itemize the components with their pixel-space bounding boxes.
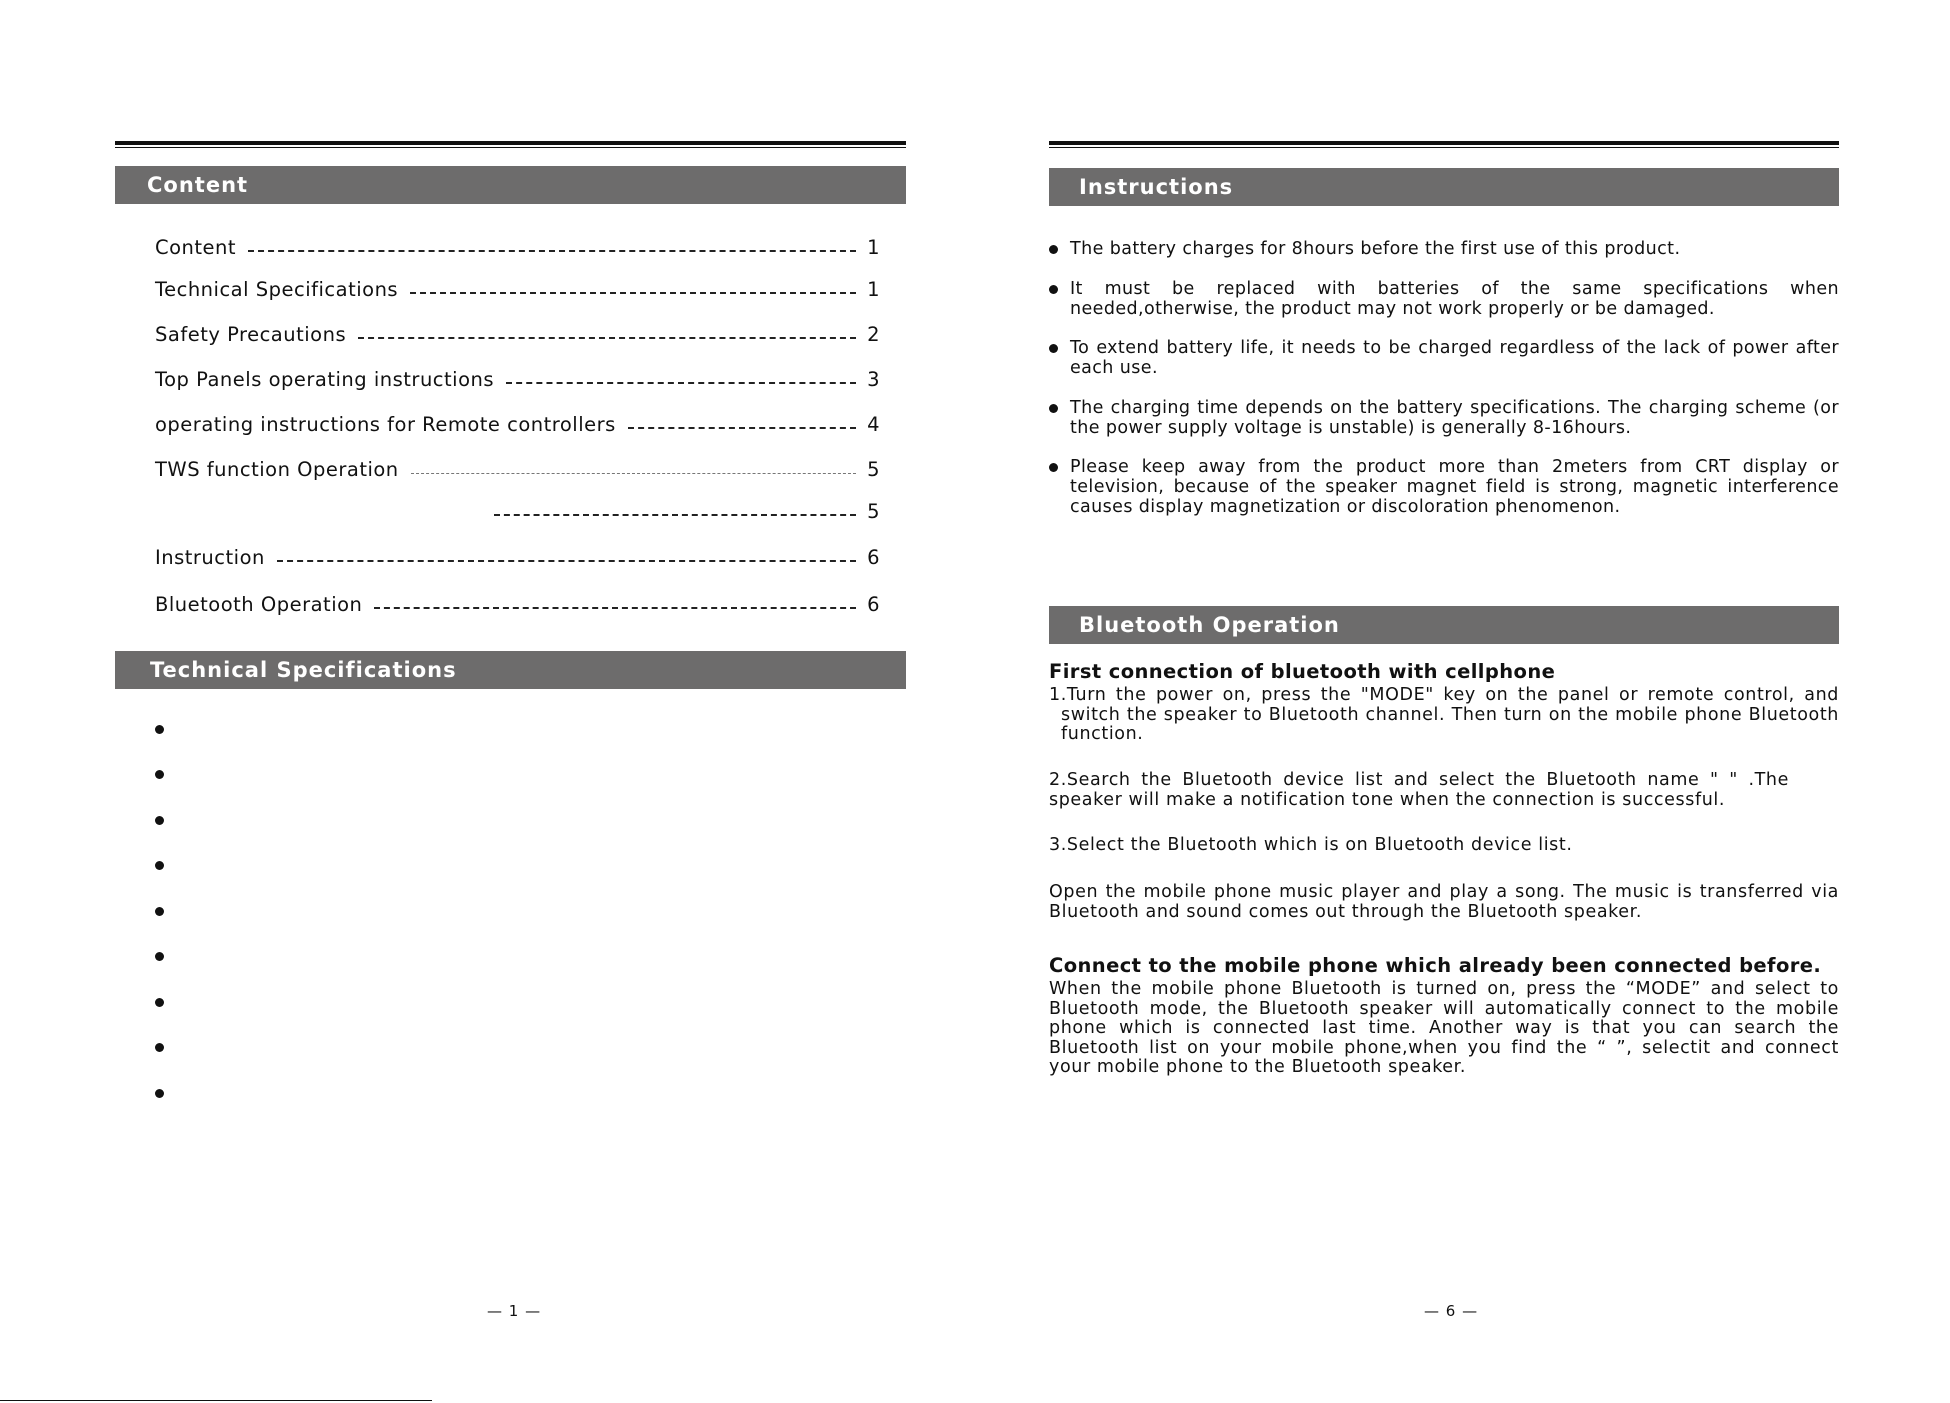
spec-bullet (155, 998, 164, 1007)
music-playback-text: Open the mobile phone music player and play a song. The music is transferred via Bluetooth and sound comes out through the Bluetooth speaker. (1049, 882, 1839, 922)
instruction-item: It must be replaced with batteries of the same specifications when needed,otherwise, the product may not work properly or be damaged. (1049, 279, 1839, 319)
step-1-text: 1.Turn the power on, press the "MODE" key on the panel or remote control, and switch the speaker to Bluetooth channel. Then turn on the mobile phone Bluetooth function. (1049, 685, 1839, 744)
technical-specifications-heading: Technical Specifications (150, 658, 457, 682)
bottom-edge-rule (0, 1400, 432, 1401)
step-3-text: 3.Select the Bluetooth which is on Bluetooth device list. (1049, 835, 1573, 855)
toc-page: 3 (867, 368, 880, 391)
toc-leader (374, 607, 856, 609)
toc-label: Bluetooth Operation (155, 593, 363, 616)
bluetooth-operation-heading: Bluetooth Operation (1079, 613, 1340, 637)
spec-bullet (155, 725, 164, 734)
toc-leader (628, 427, 856, 429)
toc-page: 1 (867, 278, 880, 301)
toc-page: 6 (867, 593, 880, 616)
bullet-icon (1049, 285, 1058, 294)
bullet-icon (1049, 344, 1058, 353)
content-heading: Content (147, 173, 249, 197)
toc-page: 4 (867, 413, 880, 436)
spec-bullet (155, 770, 164, 779)
toc-label: Top Panels operating instructions (155, 368, 495, 391)
instructions-heading: Instructions (1079, 175, 1234, 199)
instruction-item: The battery charges for 8hours before the first use of this product. (1049, 239, 1839, 259)
instructions-heading-bar (1049, 168, 1839, 206)
toc-label: Instruction (155, 546, 265, 569)
reconnect-title: Connect to the mobile phone which already been connected before. (1049, 954, 1822, 977)
toc-leader (358, 337, 856, 339)
instruction-item: To extend battery life, it needs to be charged regardless of the lack of power after each use. (1049, 338, 1839, 378)
toc-label: operating instructions for Remote controllers (155, 413, 616, 436)
spec-bullet (155, 907, 164, 916)
content-heading-bar (115, 166, 906, 204)
toc-page: 5 (867, 500, 880, 523)
toc-leader (277, 560, 856, 562)
toc-row-remote-controllers[interactable] (155, 408, 880, 436)
bullet-icon (1049, 245, 1058, 254)
toc-label: TWS function Operation (155, 458, 399, 481)
spec-bullet (155, 861, 164, 870)
toc-row-unlabeled[interactable] (492, 495, 880, 523)
technical-specifications-heading-bar (115, 651, 906, 689)
toc-row-technical-specifications[interactable] (155, 273, 880, 301)
spec-bullet (155, 952, 164, 961)
toc-row-instruction[interactable] (155, 541, 880, 569)
bullet-icon (1049, 404, 1058, 413)
toc-row-top-panels[interactable] (155, 363, 880, 391)
left-page-number: — 1 — (487, 1302, 542, 1320)
spec-bullet (155, 1043, 164, 1052)
toc-leader (411, 473, 856, 474)
toc-leader (410, 292, 856, 294)
toc-page: 6 (867, 546, 880, 569)
bluetooth-operation-heading-bar (1049, 606, 1839, 644)
left-top-rule (115, 141, 906, 148)
toc-label: Safety Precautions (155, 323, 347, 346)
toc-label: Content (155, 236, 237, 259)
step-2-text: 2.Search the Bluetooth device list and select the Bluetooth name " " .The speaker will make a notification tone when the connection is successful. (1049, 770, 1789, 810)
toc-leader (494, 514, 856, 516)
toc-page: 2 (867, 323, 880, 346)
toc-row-bluetooth-operation[interactable] (155, 588, 880, 616)
toc-row-safety-precautions[interactable] (155, 318, 880, 346)
spec-bullet (155, 1089, 164, 1098)
reconnect-text: When the mobile phone Bluetooth is turned on, press the “MODE” and select to Bluetooth mode, the Bluetooth speaker will automatically connect to the mobile phone which is connected last time. Another way is that you can search the Bluetooth list on your mobile phone,when you find the “ ”, selectit and connect your mobile phone to the Bluetooth speaker. (1049, 979, 1839, 1077)
toc-row-content[interactable] (155, 231, 880, 259)
toc-row-tws-function[interactable] (155, 453, 880, 481)
toc-page: 1 (867, 236, 880, 259)
toc-leader (506, 382, 856, 384)
toc-label: Technical Specifications (155, 278, 399, 301)
toc-leader (248, 250, 856, 252)
bullet-icon (1049, 463, 1058, 472)
instruction-item: Please keep away from the product more than 2meters from CRT display or television, because of the speaker magnet field is strong, magnetic interference causes display magnetization or discoloration phenomenon. (1049, 457, 1839, 517)
first-connection-title: First connection of bluetooth with cellphone (1049, 660, 1556, 683)
instruction-item: The charging time depends on the battery specifications. The charging scheme (or the power supply voltage is unstable) is generally 8-16hours. (1049, 398, 1839, 438)
right-page-number: — 6 — (1424, 1302, 1479, 1320)
toc-page: 5 (867, 458, 880, 481)
right-top-rule (1049, 141, 1839, 148)
spec-bullet (155, 816, 164, 825)
